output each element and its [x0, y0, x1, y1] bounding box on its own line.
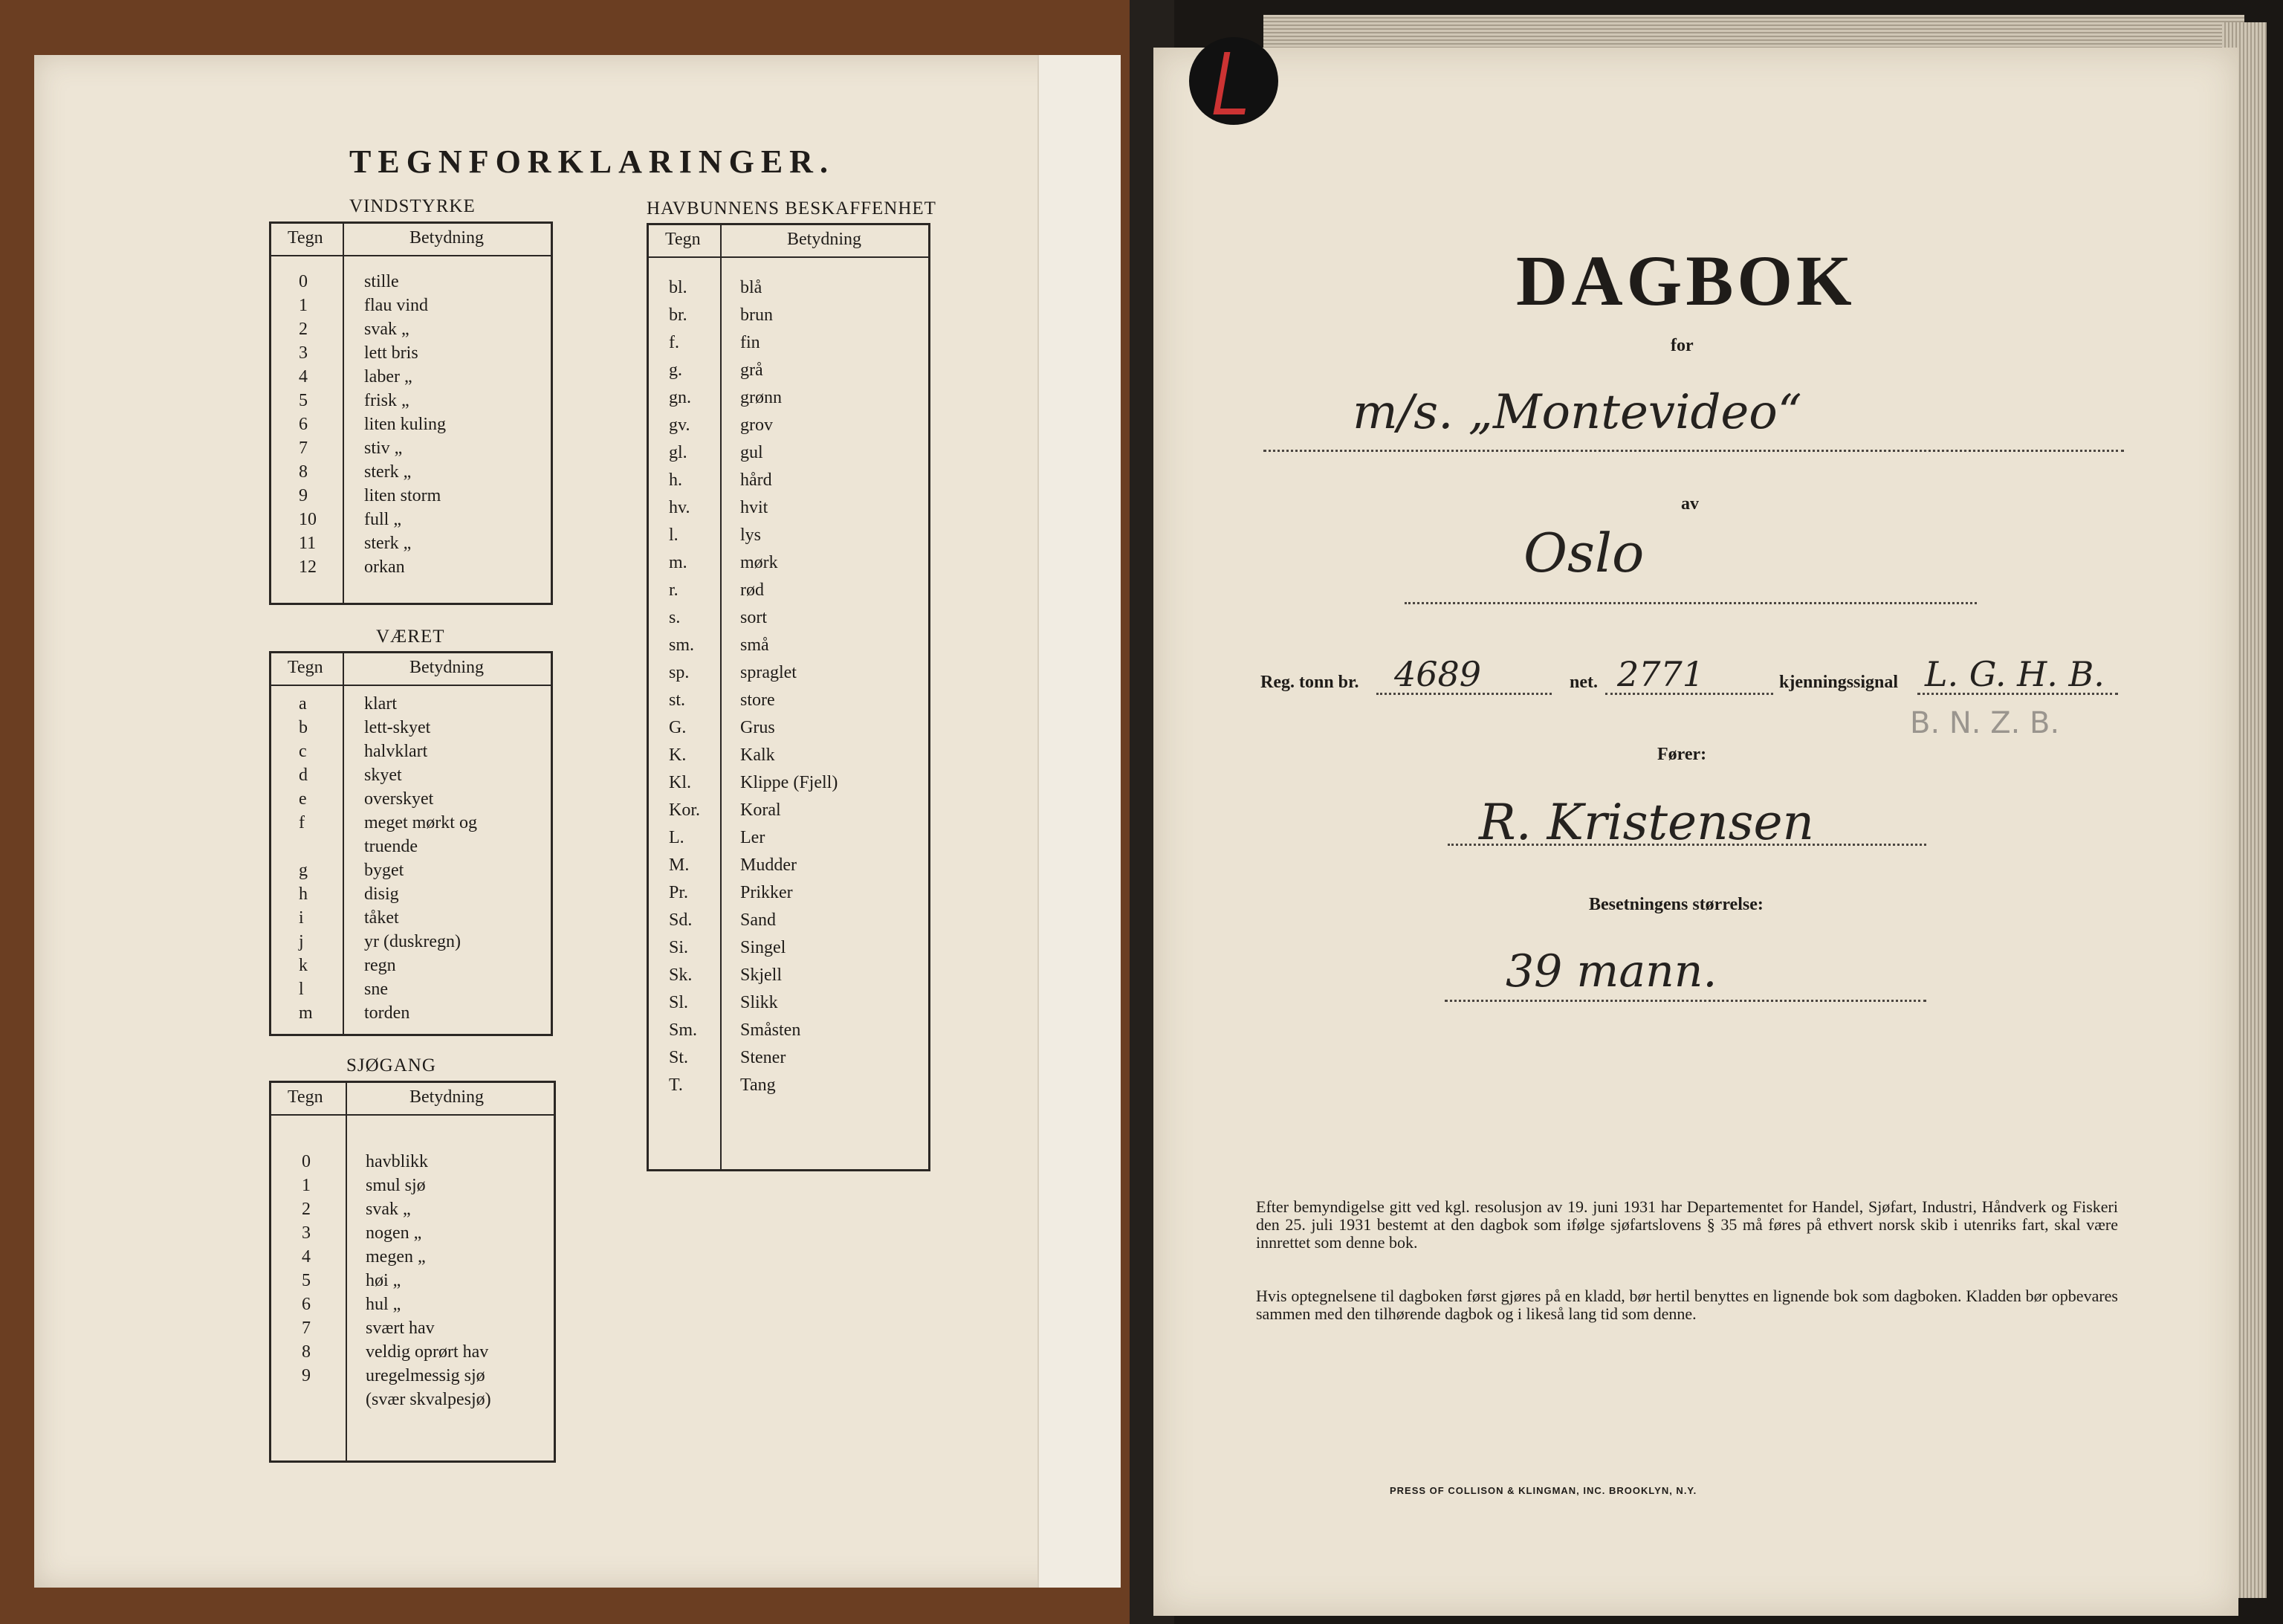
col-betydning: Betydning [409, 658, 484, 677]
row-betydning: Stener [740, 1048, 786, 1067]
row-betydning: Mudder [740, 855, 797, 875]
row-betydning: smul sjø [366, 1176, 426, 1195]
forer-label: Fører: [1657, 745, 1707, 764]
row-tegn: hv. [669, 498, 690, 517]
av-label: av [1681, 494, 1699, 514]
row-tegn: 6 [299, 415, 308, 434]
row-betydning: gul [740, 443, 763, 462]
row-tegn: 12 [299, 557, 317, 577]
row-betydning: havblikk [366, 1152, 428, 1171]
row-tegn: T. [669, 1075, 683, 1095]
col-betydning: Betydning [409, 228, 484, 248]
row-tegn: g. [669, 360, 682, 380]
row-betydning: Singel [740, 938, 786, 957]
row-betydning: Tang [740, 1075, 776, 1095]
row-tegn: Kl. [669, 773, 691, 792]
row-tegn: f. [669, 333, 679, 352]
row-tegn: g [299, 861, 308, 880]
row-betydning: sne [364, 980, 388, 999]
row-betydning: grønn [740, 388, 782, 407]
reg-label: Reg. tonn br. [1260, 673, 1359, 692]
ship-name: m/s. „Montevideo“ [1353, 385, 1802, 440]
signal-value: L. G. H. B. [1925, 654, 2105, 694]
row-betydning: store [740, 690, 775, 710]
row-betydning: fin [740, 333, 760, 352]
col-tegn: Tegn [288, 1087, 323, 1107]
regulation-paragraph: Efter bemyndigelse gitt ved kgl. resolusjon av 19. juni 1931 har Departementet for Handel, Sjøfart, Industri, Håndverk og Fiskeri den 25. juli 1931 bestemt at den dagbok som ifølge sjøfartslovens § 35 må føres på ethvert norsk skib i utenriks fart, skal være innrettet som denne bok. [1256, 1197, 2118, 1252]
row-tegn: gv. [669, 415, 690, 435]
row-betydning: brun [740, 305, 773, 325]
row-betydning: liten kuling [364, 415, 446, 434]
signal-label: kjenningssignal [1779, 673, 1899, 692]
dagbok-title: DAGBOK [1516, 241, 1856, 320]
row-betydning: Klippe (Fjell) [740, 773, 838, 792]
row-tegn: sp. [669, 663, 690, 682]
row-tegn: Pr. [669, 883, 689, 902]
forer-value: R. Kristensen [1479, 794, 1815, 851]
row-betydning: full „ [364, 510, 401, 529]
row-tegn: 5 [302, 1271, 311, 1290]
row-tegn: a [299, 694, 307, 714]
row-betydning: disig [364, 884, 399, 904]
row-tegn: l. [669, 525, 679, 545]
row-betydning: orkan [364, 557, 405, 577]
row-tegn: 1 [299, 296, 308, 315]
row-tegn: St. [669, 1048, 689, 1067]
row-betydning: (svær skvalpesjø) [366, 1390, 491, 1409]
row-betydning: sterk „ [364, 534, 412, 553]
row-betydning: grov [740, 415, 773, 435]
crew-line [1445, 1000, 1926, 1002]
row-tegn: s. [669, 608, 681, 627]
row-tegn: e [299, 789, 307, 809]
row-betydning: overskyet [364, 789, 434, 809]
row-betydning: spraglet [740, 663, 797, 682]
row-betydning: grå [740, 360, 763, 380]
row-tegn: 9 [299, 486, 308, 505]
row-tegn: h. [669, 470, 682, 490]
havbunn-heading: HAVBUNNENS BESKAFFENHET [647, 198, 936, 219]
row-betydning: regn [364, 956, 396, 975]
row-tegn: d [299, 766, 308, 785]
col-betydning: Betydning [409, 1087, 484, 1107]
row-betydning: Grus [740, 718, 775, 737]
row-tegn: sm. [669, 635, 695, 655]
row-betydning: frisk „ [364, 391, 409, 410]
row-tegn: Si. [669, 938, 689, 957]
col-betydning: Betydning [787, 230, 861, 249]
row-tegn: 10 [299, 510, 317, 529]
row-betydning: skyet [364, 766, 402, 785]
row-tegn: 3 [299, 343, 308, 363]
row-betydning: Skjell [740, 965, 783, 985]
row-betydning: stiv „ [364, 439, 403, 458]
row-tegn: 8 [302, 1342, 311, 1362]
signal-line [1917, 693, 2118, 695]
row-tegn: b [299, 718, 308, 737]
row-tegn: bl. [669, 278, 687, 297]
row-tegn: r. [669, 580, 679, 600]
row-tegn: 9 [302, 1366, 311, 1385]
row-betydning: mørk [740, 553, 778, 572]
row-tegn: 7 [302, 1319, 311, 1338]
row-tegn: M. [669, 855, 690, 875]
row-betydning: sort [740, 608, 767, 627]
row-betydning: hul „ [366, 1295, 401, 1314]
row-betydning: Sand [740, 910, 776, 930]
row-betydning: halvklart [364, 742, 428, 761]
row-tegn: 6 [302, 1295, 311, 1314]
row-betydning: blå [740, 278, 762, 297]
forer-line [1448, 844, 1926, 846]
row-betydning: hvit [740, 498, 768, 517]
row-betydning: stille [364, 272, 399, 291]
row-tegn: 1 [302, 1176, 311, 1195]
row-betydning: byget [364, 861, 404, 880]
row-betydning: små [740, 635, 769, 655]
row-tegn: 0 [302, 1152, 311, 1171]
crew-label: Besetningens størrelse: [1589, 895, 1764, 914]
row-tegn: 5 [299, 391, 308, 410]
row-betydning: megen „ [366, 1247, 426, 1266]
row-betydning: meget mørkt og [364, 813, 477, 832]
row-betydning: torden [364, 1003, 410, 1023]
legend-title: TEGNFORKLARINGER. [349, 143, 835, 180]
row-tegn: G. [669, 718, 687, 737]
row-betydning: svært hav [366, 1319, 435, 1338]
row-tegn: 4 [299, 367, 308, 386]
row-betydning: hård [740, 470, 772, 490]
row-tegn: 0 [299, 272, 308, 291]
for-label: for [1671, 336, 1694, 355]
row-tegn: Sm. [669, 1020, 698, 1040]
row-tegn: m. [669, 553, 687, 572]
row-tegn: Kor. [669, 800, 700, 820]
row-betydning: liten storm [364, 486, 441, 505]
row-tegn: h [299, 884, 308, 904]
row-tegn: Sk. [669, 965, 693, 985]
row-betydning: rød [740, 580, 764, 600]
row-betydning: uregelmessig sjø [366, 1366, 485, 1385]
row-tegn: K. [669, 745, 687, 765]
crew-value: 39 mann. [1506, 945, 1717, 997]
row-tegn: Sd. [669, 910, 693, 930]
spine-tape [1037, 55, 1121, 1588]
row-betydning: svak „ [364, 320, 409, 339]
row-betydning: lett bris [364, 343, 418, 363]
row-tegn: 3 [302, 1223, 311, 1243]
row-betydning: tåket [364, 908, 399, 928]
row-tegn: 2 [302, 1200, 311, 1219]
row-tegn: gn. [669, 388, 691, 407]
row-tegn: m [299, 1003, 313, 1023]
row-betydning: sterk „ [364, 462, 412, 482]
col-tegn: Tegn [665, 230, 701, 249]
home-port-line [1405, 602, 1977, 604]
row-betydning: Kalk [740, 745, 775, 765]
row-betydning: lett-skyet [364, 718, 431, 737]
row-betydning: laber „ [364, 367, 412, 386]
home-port: Oslo [1523, 522, 1645, 584]
row-betydning: Koral [740, 800, 781, 820]
row-tegn: 2 [299, 320, 308, 339]
row-betydning: Ler [740, 828, 765, 847]
row-tegn: j [299, 932, 304, 951]
reg-gross-line [1376, 693, 1552, 695]
row-betydning: høi „ [366, 1271, 401, 1290]
vaeret-heading: VÆRET [376, 627, 445, 647]
row-tegn: Sl. [669, 993, 689, 1012]
row-tegn: c [299, 742, 307, 761]
net-label: net. [1570, 673, 1598, 692]
row-betydning: Prikker [740, 883, 793, 902]
sjogang-heading: SJØGANG [346, 1055, 436, 1075]
row-tegn: f [299, 813, 305, 832]
row-betydning: svak „ [366, 1200, 411, 1219]
row-betydning: nogen „ [366, 1223, 422, 1243]
row-tegn: 7 [299, 439, 308, 458]
row-tegn: 11 [299, 534, 317, 553]
row-tegn: l [299, 980, 304, 999]
reg-net-value: 2771 [1617, 654, 1705, 694]
row-betydning: flau vind [364, 296, 428, 315]
row-tegn: k [299, 956, 308, 975]
row-betydning: truende [364, 837, 418, 856]
vindstyrke-heading: VINDSTYRKE [349, 196, 476, 216]
instruction-paragraph: Hvis optegnelsene til dagboken først gjøres på en kladd, bør hertil benyttes en lignende bok som dagboken. Kladden bør opbevares sammen med den tilhørende dagbok og i likeså lang tid som denne. [1256, 1287, 2118, 1323]
row-betydning: klart [364, 694, 397, 714]
row-betydning: Småsten [740, 1020, 801, 1040]
reg-net-line [1605, 693, 1773, 695]
row-tegn: br. [669, 305, 687, 325]
row-tegn: gl. [669, 443, 687, 462]
row-betydning: lys [740, 525, 762, 545]
left-page [34, 55, 1121, 1588]
page-stack-top [1263, 15, 2244, 52]
printer-imprint: PRESS OF COLLISON & KLINGMAN, INC. BROOKLYN, N.Y. [1390, 1485, 1697, 1496]
row-betydning: Slikk [740, 993, 778, 1012]
col-tegn: Tegn [288, 658, 323, 677]
reg-gross-value: 4689 [1394, 654, 1482, 694]
row-betydning: yr (duskregn) [364, 932, 461, 951]
row-tegn: 8 [299, 462, 308, 482]
col-tegn: Tegn [288, 228, 323, 248]
row-betydning: veldig oprørt hav [366, 1342, 489, 1362]
ship-name-line [1263, 450, 2124, 452]
row-tegn: i [299, 908, 304, 928]
row-tegn: st. [669, 690, 686, 710]
row-tegn: L. [669, 828, 684, 847]
signal-pencil-note: B. N. Z. B. [1910, 706, 2060, 740]
row-tegn: 4 [302, 1247, 311, 1266]
